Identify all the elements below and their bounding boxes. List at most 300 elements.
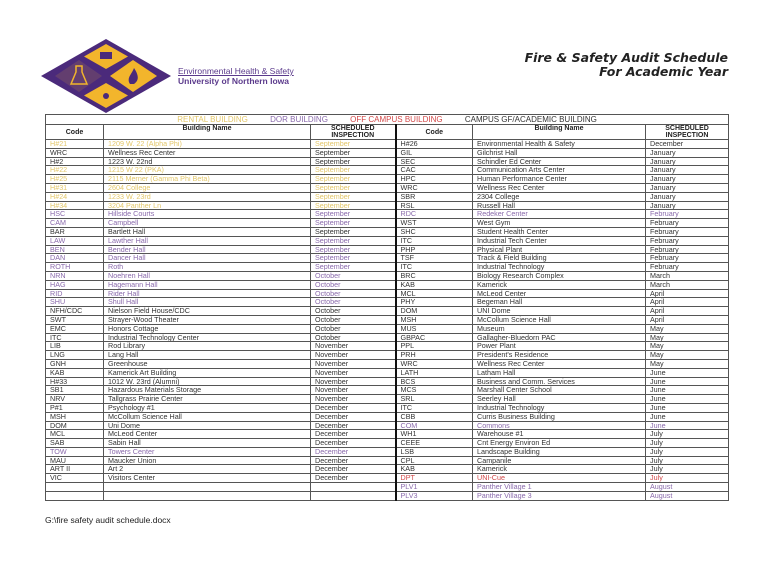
building-name: Marshall Center School	[473, 386, 646, 395]
building-name: Dancer Hall	[104, 254, 311, 263]
table-row	[46, 166, 729, 175]
code: SB1	[46, 386, 104, 395]
code: LAW	[46, 236, 104, 245]
code: H#21	[46, 140, 104, 149]
building-name: McCollum Science Hall	[104, 412, 311, 421]
scheduled-month: May	[646, 351, 729, 360]
building-name: Wellness Rec Center	[104, 148, 311, 157]
code: KAB	[396, 465, 473, 474]
code: GNH	[46, 359, 104, 368]
building-name: Honors Cottage	[104, 324, 311, 333]
table-row	[46, 456, 729, 465]
building-name: Hagemann Hall	[104, 280, 311, 289]
building-name: Cnt Energy Environ Ed	[473, 439, 646, 448]
building-name: Maucker Union	[104, 456, 311, 465]
code: LIB	[46, 342, 104, 351]
building-name: McLeod Center	[473, 289, 646, 298]
building-name: Sabin Hall	[104, 439, 311, 448]
code: SWT	[46, 315, 104, 324]
table-row	[46, 342, 729, 351]
table-row	[46, 227, 729, 236]
code: H#33	[46, 377, 104, 386]
scheduled-month: April	[646, 315, 729, 324]
code: PLV1	[396, 483, 473, 492]
scheduled-month: November	[311, 368, 396, 377]
code: H#24	[46, 192, 104, 201]
code: COM	[396, 421, 473, 430]
scheduled-month: November	[311, 359, 396, 368]
building-name: Nielson Field House/CDC	[104, 307, 311, 316]
building-name: Noehren Hall	[104, 271, 311, 280]
code: PPL	[396, 342, 473, 351]
legend-dorm: DOR BUILDING	[270, 115, 328, 124]
table-row	[46, 412, 729, 421]
legend-campus: CAMPUS GF/ACADEMIC BUILDING	[464, 115, 597, 124]
code: WRC	[396, 183, 473, 192]
scheduled-month: December	[311, 465, 396, 474]
building-name: Curris Business Building	[473, 412, 646, 421]
building-name: Art 2	[104, 465, 311, 474]
building-name: Hazardous Materials Storage	[104, 386, 311, 395]
building-name: 2604 College	[104, 183, 311, 192]
building-name: President's Residence	[473, 351, 646, 360]
code: NFH/CDC	[46, 307, 104, 316]
building-name: Redeker Center	[473, 210, 646, 219]
code: CAM	[46, 219, 104, 228]
building-name: Wellness Rec Center	[473, 183, 646, 192]
building-name: Commons	[473, 421, 646, 430]
code: WRC	[46, 148, 104, 157]
scheduled-month: March	[646, 280, 729, 289]
code: RSL	[396, 201, 473, 210]
scheduled-month: June	[646, 377, 729, 386]
scheduled-month: July	[646, 447, 729, 456]
code: DPT	[396, 474, 473, 483]
table-row	[46, 236, 729, 245]
legend-off-campus: OFF CAMPUS BUILDING	[350, 115, 443, 124]
scheduled-month: June	[646, 368, 729, 377]
scheduled-month: October	[311, 315, 396, 324]
code: LNG	[46, 351, 104, 360]
code: MSH	[396, 315, 473, 324]
col-building-name: Building Name	[104, 125, 311, 140]
scheduled-month: December	[311, 430, 396, 439]
table-row	[46, 465, 729, 474]
scheduled-month: September	[311, 254, 396, 263]
code: SBR	[396, 192, 473, 201]
building-name: Industrial Technology	[473, 263, 646, 272]
code: DOM	[46, 421, 104, 430]
scheduled-month: December	[311, 403, 396, 412]
scheduled-month: July	[646, 474, 729, 483]
code: H#31	[46, 183, 104, 192]
scheduled-month: February	[646, 245, 729, 254]
table-row	[46, 263, 729, 272]
header-row	[46, 125, 729, 140]
code: WH1	[396, 430, 473, 439]
scheduled-month: December	[311, 474, 396, 483]
code: LSB	[396, 447, 473, 456]
scheduled-month: May	[646, 333, 729, 342]
scheduled-month: September	[311, 236, 396, 245]
code: MCL	[396, 289, 473, 298]
table-row	[46, 333, 729, 342]
building-name: Lawther Hall	[104, 236, 311, 245]
code: H#26	[396, 140, 473, 149]
code: ITC	[396, 403, 473, 412]
code: HAG	[46, 280, 104, 289]
building-name: Warehouse #1	[473, 430, 646, 439]
table-row	[46, 430, 729, 439]
code: EMC	[46, 324, 104, 333]
building-name: Latham Hall	[473, 368, 646, 377]
code: ITC	[46, 333, 104, 342]
building-name: Panther Village 3	[473, 491, 646, 500]
building-name: Schindler Ed Center	[473, 157, 646, 166]
scheduled-month: September	[311, 263, 396, 272]
col-building-name: Building Name	[473, 125, 646, 140]
table-row	[46, 183, 729, 192]
building-name: McLeod Center	[104, 430, 311, 439]
building-name: Visitors Center	[104, 474, 311, 483]
audit-schedule-table	[45, 114, 729, 501]
code: CPL	[396, 456, 473, 465]
scheduled-month: October	[311, 307, 396, 316]
building-name: Begeman Hall	[473, 298, 646, 307]
code: H#22	[46, 166, 104, 175]
scheduled-month: April	[646, 298, 729, 307]
scheduled-month: September	[311, 183, 396, 192]
table-row	[46, 280, 729, 289]
code: KAB	[46, 368, 104, 377]
scheduled-month: September	[311, 140, 396, 149]
code: SAB	[46, 439, 104, 448]
ehs-logo	[40, 38, 172, 114]
code: NRN	[46, 271, 104, 280]
col-code: Code	[396, 125, 473, 140]
code: BEN	[46, 245, 104, 254]
code: H#2	[46, 157, 104, 166]
building-name: Tallgrass Prairie Center	[104, 395, 311, 404]
table-row	[46, 403, 729, 412]
code	[46, 483, 104, 492]
building-name: Hillside Courts	[104, 210, 311, 219]
code: P#1	[46, 403, 104, 412]
table-row	[46, 245, 729, 254]
code: WRC	[396, 359, 473, 368]
building-name: West Gym	[473, 219, 646, 228]
scheduled-month: July	[646, 439, 729, 448]
col-code: Code	[46, 125, 104, 140]
code: VIC	[46, 474, 104, 483]
table-row	[46, 421, 729, 430]
building-name: Kamerick	[473, 465, 646, 474]
building-name: Industrial Technology Center	[104, 333, 311, 342]
scheduled-month: January	[646, 166, 729, 175]
table-row	[46, 157, 729, 166]
scheduled-month: November	[311, 386, 396, 395]
code: H#25	[46, 175, 104, 184]
col-scheduled: SCHEDULED INSPECTION	[646, 125, 729, 140]
code: ROTH	[46, 263, 104, 272]
table-row	[46, 439, 729, 448]
scheduled-month: October	[311, 289, 396, 298]
university-name: University of Northern Iowa	[178, 76, 289, 86]
code: BAR	[46, 227, 104, 236]
scheduled-month: June	[646, 403, 729, 412]
building-name: Wellness Rec Center	[473, 359, 646, 368]
building-name: 2115 Merner (Gamma Phi Beta)	[104, 175, 311, 184]
table-row	[46, 315, 729, 324]
code: KAB	[396, 280, 473, 289]
scheduled-month: February	[646, 219, 729, 228]
building-name: 1209 W. 22 (Alpha Phi)	[104, 140, 311, 149]
scheduled-month: October	[311, 324, 396, 333]
table-row	[46, 192, 729, 201]
code: PRH	[396, 351, 473, 360]
table-row	[46, 447, 729, 456]
table-row	[46, 298, 729, 307]
scheduled-month: September	[311, 201, 396, 210]
building-name: Towers Center	[104, 447, 311, 456]
scheduled-month: December	[646, 140, 729, 149]
scheduled-month: September	[311, 166, 396, 175]
scheduled-month: November	[311, 377, 396, 386]
scheduled-month: October	[311, 280, 396, 289]
table-row	[46, 324, 729, 333]
code: MAU	[46, 456, 104, 465]
code: PHP	[396, 245, 473, 254]
building-name: Kamerick	[473, 280, 646, 289]
code: RDC	[396, 210, 473, 219]
building-name: UNI-Cue	[473, 474, 646, 483]
building-name: 1223 W. 22nd	[104, 157, 311, 166]
building-name: Industrial Technology	[473, 403, 646, 412]
table-row	[46, 351, 729, 360]
scheduled-month: September	[311, 219, 396, 228]
building-name: Russell Hall	[473, 201, 646, 210]
scheduled-month: October	[311, 298, 396, 307]
scheduled-month: April	[646, 289, 729, 298]
code: ITC	[396, 236, 473, 245]
building-name: Campanile	[473, 456, 646, 465]
building-name: Communication Arts Center	[473, 166, 646, 175]
code	[46, 491, 104, 500]
building-name: Power Plant	[473, 342, 646, 351]
scheduled-month: September	[311, 210, 396, 219]
building-name: Kamerick Art Building	[104, 368, 311, 377]
building-name: Industrial Tech Center	[473, 236, 646, 245]
scheduled-month: January	[646, 175, 729, 184]
building-name: Museum	[473, 324, 646, 333]
building-name	[104, 483, 311, 492]
scheduled-month: June	[646, 421, 729, 430]
table-row	[46, 377, 729, 386]
scheduled-month: March	[646, 271, 729, 280]
code: LATH	[396, 368, 473, 377]
scheduled-month: December	[311, 456, 396, 465]
scheduled-month: September	[311, 148, 396, 157]
scheduled-month: February	[646, 263, 729, 272]
code: ART II	[46, 465, 104, 474]
table-row	[46, 271, 729, 280]
table-row	[46, 368, 729, 377]
scheduled-month: May	[646, 324, 729, 333]
code: MCL	[46, 430, 104, 439]
code: SEC	[396, 157, 473, 166]
code: PHY	[396, 298, 473, 307]
building-name: 1233 W. 23rd	[104, 192, 311, 201]
building-name: Physical Plant	[473, 245, 646, 254]
scheduled-month: July	[646, 456, 729, 465]
radiation-icon	[103, 93, 109, 99]
scheduled-month: December	[311, 447, 396, 456]
scheduled-month: February	[646, 254, 729, 263]
code: SRL	[396, 395, 473, 404]
scheduled-month: June	[646, 395, 729, 404]
scheduled-month: August	[646, 483, 729, 492]
scheduled-month: June	[646, 386, 729, 395]
building-name: Shull Hall	[104, 298, 311, 307]
table-row	[46, 254, 729, 263]
scheduled-month: December	[311, 421, 396, 430]
building-name: Roth	[104, 263, 311, 272]
document-subtitle: For Academic Year	[599, 64, 728, 79]
code: WST	[396, 219, 473, 228]
code: DAN	[46, 254, 104, 263]
legend-row	[46, 115, 729, 125]
scheduled-month: June	[646, 412, 729, 421]
building-name: McCollum Science Hall	[473, 315, 646, 324]
building-name: 3204 Panther Ln	[104, 201, 311, 210]
code: TSF	[396, 254, 473, 263]
table-row	[46, 175, 729, 184]
building-name: Rod Library	[104, 342, 311, 351]
building-name: Rider Hall	[104, 289, 311, 298]
code: NRV	[46, 395, 104, 404]
building-icon	[100, 52, 112, 59]
table-row	[46, 386, 729, 395]
table-row	[46, 219, 729, 228]
code: H#34	[46, 201, 104, 210]
building-name: Bartlett Hall	[104, 227, 311, 236]
scheduled-month: January	[646, 148, 729, 157]
building-name: Campbell	[104, 219, 311, 228]
code: MSH	[46, 412, 104, 421]
code: GBPAC	[396, 333, 473, 342]
table-row	[46, 474, 729, 483]
scheduled-month: September	[311, 175, 396, 184]
scheduled-month: July	[646, 465, 729, 474]
scheduled-month: April	[646, 307, 729, 316]
building-name: Track & Field Building	[473, 254, 646, 263]
code: HPC	[396, 175, 473, 184]
scheduled-month: December	[311, 439, 396, 448]
scheduled-month: September	[311, 227, 396, 236]
code: CAC	[396, 166, 473, 175]
scheduled-month: December	[311, 412, 396, 421]
building-name: Gallagher-Bluedorn PAC	[473, 333, 646, 342]
building-name	[104, 491, 311, 500]
building-name: Panther Village 1	[473, 483, 646, 492]
scheduled-month: May	[646, 359, 729, 368]
scheduled-month: January	[646, 157, 729, 166]
legend-rental: RENTAL BUILDING	[177, 115, 248, 124]
scheduled-month: August	[646, 491, 729, 500]
building-name: Gilchrist Hall	[473, 148, 646, 157]
building-name: Greenhouse	[104, 359, 311, 368]
scheduled-month: July	[646, 430, 729, 439]
code: CEEE	[396, 439, 473, 448]
table-row	[46, 201, 729, 210]
scheduled-month: November	[311, 395, 396, 404]
scheduled-month: November	[311, 342, 396, 351]
scheduled-month	[311, 491, 396, 500]
code: SHU	[46, 298, 104, 307]
col-scheduled: SCHEDULED INSPECTION	[311, 125, 396, 140]
table-row	[46, 307, 729, 316]
building-name: UNI Dome	[473, 307, 646, 316]
scheduled-month: February	[646, 227, 729, 236]
code: BRC	[396, 271, 473, 280]
building-name: Environmental Health & Safety	[473, 140, 646, 149]
building-name: Strayer-Wood Theater	[104, 315, 311, 324]
code: DOM	[396, 307, 473, 316]
code: RID	[46, 289, 104, 298]
building-name: Landscape Building	[473, 447, 646, 456]
table-row	[46, 491, 729, 500]
scheduled-month: September	[311, 192, 396, 201]
building-name: Uni Dome	[104, 421, 311, 430]
building-name: Biology Research Complex	[473, 271, 646, 280]
table-row	[46, 140, 729, 149]
scheduled-month: October	[311, 333, 396, 342]
code: PLV3	[396, 491, 473, 500]
scheduled-month: February	[646, 210, 729, 219]
org-name: Environmental Health & Safety	[178, 66, 294, 76]
table-row	[46, 395, 729, 404]
scheduled-month: September	[311, 157, 396, 166]
building-name: Student Health Center	[473, 227, 646, 236]
scheduled-month: May	[646, 342, 729, 351]
table-row	[46, 148, 729, 157]
scheduled-month: January	[646, 201, 729, 210]
scheduled-month: January	[646, 183, 729, 192]
building-name: Business and Comm. Services	[473, 377, 646, 386]
table-row	[46, 359, 729, 368]
scheduled-month: November	[311, 351, 396, 360]
building-name: 1215 W 22 (PKA)	[104, 166, 311, 175]
building-name: Seerley Hall	[473, 395, 646, 404]
code: ITC	[396, 263, 473, 272]
code: GIL	[396, 148, 473, 157]
scheduled-month	[311, 483, 396, 492]
code: CBB	[396, 412, 473, 421]
table-row	[46, 483, 729, 492]
building-name: Bender Hall	[104, 245, 311, 254]
scheduled-month: January	[646, 192, 729, 201]
document-title: Fire & Safety Audit Schedule	[524, 50, 728, 65]
code: BCS	[396, 377, 473, 386]
building-name: 2304 College	[473, 192, 646, 201]
scheduled-month: September	[311, 245, 396, 254]
building-name: Lang Hall	[104, 351, 311, 360]
table-row	[46, 289, 729, 298]
table-row	[46, 210, 729, 219]
building-name: 1012 W. 23rd (Alumni)	[104, 377, 311, 386]
code: MCS	[396, 386, 473, 395]
code: TOW	[46, 447, 104, 456]
